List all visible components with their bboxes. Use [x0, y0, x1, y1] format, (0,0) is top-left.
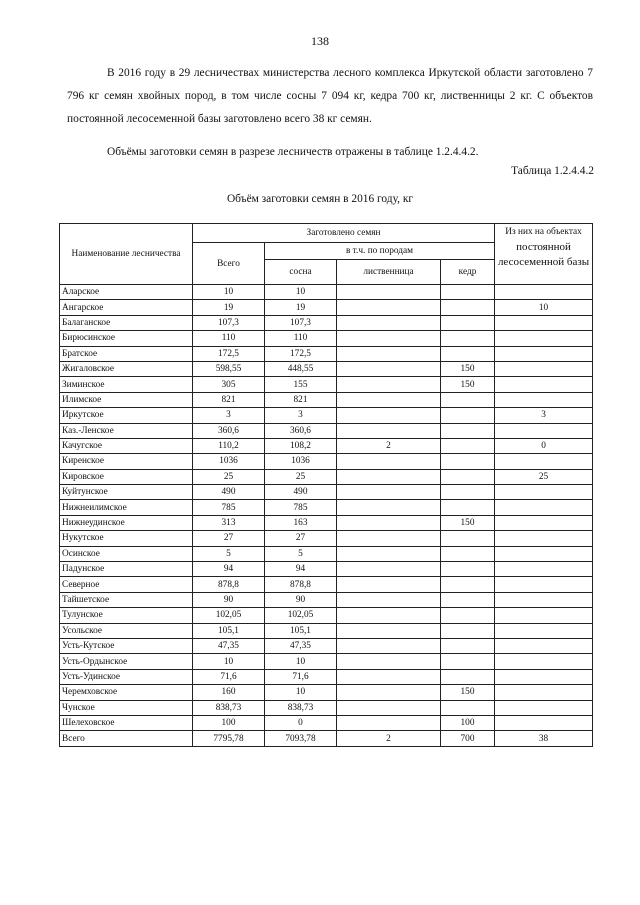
cell-cedar — [441, 438, 495, 453]
cell-cedar — [441, 485, 495, 500]
table-row — [60, 715, 593, 730]
cell-pine: 821 — [265, 392, 337, 407]
header-base-line2: постоянной лесосеменной базы — [497, 241, 590, 268]
cell-pine: 7093,78 — [265, 731, 337, 746]
cell-base — [495, 592, 593, 607]
table-row — [60, 546, 593, 561]
cell-larch — [337, 669, 441, 684]
cell-cedar: 150 — [441, 377, 495, 392]
cell-cedar: 700 — [441, 731, 495, 746]
table-row — [60, 685, 593, 700]
cell-cedar — [441, 423, 495, 438]
cell-total: 360,6 — [193, 423, 265, 438]
cell-larch — [337, 392, 441, 407]
header-base-line1: Из них на объектах — [505, 227, 582, 237]
cell-base — [495, 346, 593, 361]
cell-larch — [337, 331, 441, 346]
cell-total: 47,35 — [193, 638, 265, 653]
cell-total: 838,73 — [193, 700, 265, 715]
cell-total: 71,6 — [193, 669, 265, 684]
cell-base — [495, 700, 593, 715]
cell-name: Куйтунское — [60, 485, 193, 500]
cell-cedar — [441, 577, 495, 592]
cell-base — [495, 669, 593, 684]
cell-pine: 448,55 — [265, 361, 337, 376]
cell-total: 490 — [193, 485, 265, 500]
cell-pine: 108,2 — [265, 438, 337, 453]
cell-total: 785 — [193, 500, 265, 515]
cell-pine: 10 — [265, 685, 337, 700]
cell-total: 878,8 — [193, 577, 265, 592]
cell-name: Усть-Кутское — [60, 638, 193, 653]
cell-total: 1036 — [193, 454, 265, 469]
cell-name: Киренское — [60, 454, 193, 469]
cell-base — [495, 315, 593, 330]
cell-cedar: 100 — [441, 715, 495, 730]
cell-total: 160 — [193, 685, 265, 700]
cell-pine: 172,5 — [265, 346, 337, 361]
table-row — [60, 500, 593, 515]
cell-total: 100 — [193, 715, 265, 730]
cell-pine: 0 — [265, 715, 337, 730]
cell-pine: 19 — [265, 300, 337, 315]
table-row — [60, 346, 593, 361]
cell-cedar — [441, 608, 495, 623]
header-cedar: кедр — [441, 260, 495, 285]
header-by-species: в т.ч. по породам — [265, 243, 495, 260]
cell-larch — [337, 654, 441, 669]
cell-name: Чунское — [60, 700, 193, 715]
cell-total: 313 — [193, 515, 265, 530]
table-row — [60, 408, 593, 423]
reference-paragraph: Объёмы заготовки семян в разрезе лесничеств отражены в таблице 1.2.4.4.2. — [107, 146, 479, 158]
cell-base — [495, 654, 593, 669]
table-row — [60, 315, 593, 330]
cell-cedar — [441, 500, 495, 515]
cell-name: Кировское — [60, 469, 193, 484]
cell-name: Илимское — [60, 392, 193, 407]
page-number: 138 — [311, 34, 329, 48]
cell-base — [495, 638, 593, 653]
cell-name: Балаганское — [60, 315, 193, 330]
table-row — [60, 562, 593, 577]
cell-name: Усольское — [60, 623, 193, 638]
cell-total: 10 — [193, 285, 265, 300]
table-row — [60, 669, 593, 684]
cell-pine: 163 — [265, 515, 337, 530]
cell-larch — [337, 638, 441, 653]
cell-name: Северное — [60, 577, 193, 592]
cell-pine: 105,1 — [265, 623, 337, 638]
table-row — [60, 392, 593, 407]
table-row — [60, 285, 593, 300]
cell-pine: 3 — [265, 408, 337, 423]
cell-name: Всего — [60, 731, 193, 746]
table-row — [60, 469, 593, 484]
cell-base — [495, 485, 593, 500]
cell-name: Тулунское — [60, 608, 193, 623]
cell-cedar — [441, 331, 495, 346]
cell-base — [495, 531, 593, 546]
seed-harvest-table — [59, 223, 593, 747]
cell-larch — [337, 377, 441, 392]
cell-base: 3 — [495, 408, 593, 423]
cell-name: Нукутское — [60, 531, 193, 546]
cell-base — [495, 715, 593, 730]
header-base — [495, 224, 593, 285]
cell-larch — [337, 315, 441, 330]
cell-base: 25 — [495, 469, 593, 484]
cell-base — [495, 685, 593, 700]
cell-cedar — [441, 315, 495, 330]
cell-larch — [337, 562, 441, 577]
cell-pine: 10 — [265, 654, 337, 669]
cell-name: Нижнеудинское — [60, 515, 193, 530]
cell-cedar — [441, 300, 495, 315]
cell-total: 5 — [193, 546, 265, 561]
cell-larch — [337, 623, 441, 638]
cell-pine: 878,8 — [265, 577, 337, 592]
cell-name: Ангарское — [60, 300, 193, 315]
cell-larch — [337, 531, 441, 546]
cell-pine: 785 — [265, 500, 337, 515]
cell-total: 10 — [193, 654, 265, 669]
header-total: Всего — [193, 243, 265, 285]
cell-total: 821 — [193, 392, 265, 407]
table-row — [60, 485, 593, 500]
cell-total: 110,2 — [193, 438, 265, 453]
cell-total: 94 — [193, 562, 265, 577]
cell-base — [495, 285, 593, 300]
cell-pine: 1036 — [265, 454, 337, 469]
cell-larch — [337, 577, 441, 592]
cell-total: 107,3 — [193, 315, 265, 330]
cell-pine: 10 — [265, 285, 337, 300]
table-row — [60, 438, 593, 453]
cell-pine: 27 — [265, 531, 337, 546]
cell-cedar — [441, 285, 495, 300]
cell-name: Каз.-Ленское — [60, 423, 193, 438]
cell-larch — [337, 685, 441, 700]
header-harvested: Заготовлено семян — [193, 224, 495, 243]
cell-base — [495, 577, 593, 592]
cell-total: 305 — [193, 377, 265, 392]
cell-cedar — [441, 623, 495, 638]
table-row — [60, 608, 593, 623]
cell-base: 10 — [495, 300, 593, 315]
cell-cedar — [441, 408, 495, 423]
cell-larch — [337, 592, 441, 607]
cell-name: Усть-Удинское — [60, 669, 193, 684]
cell-cedar — [441, 546, 495, 561]
cell-name: Осинское — [60, 546, 193, 561]
cell-pine: 155 — [265, 377, 337, 392]
cell-pine: 90 — [265, 592, 337, 607]
cell-pine: 47,35 — [265, 638, 337, 653]
table-row — [60, 700, 593, 715]
cell-name: Братское — [60, 346, 193, 361]
cell-larch — [337, 546, 441, 561]
header-larch: лиственница — [337, 260, 441, 285]
cell-cedar: 150 — [441, 515, 495, 530]
cell-base: 0 — [495, 438, 593, 453]
table-row — [60, 361, 593, 376]
cell-pine: 71,6 — [265, 669, 337, 684]
cell-larch — [337, 715, 441, 730]
cell-name: Аларское — [60, 285, 193, 300]
cell-pine: 838,73 — [265, 700, 337, 715]
cell-larch — [337, 500, 441, 515]
cell-total: 7795,78 — [193, 731, 265, 746]
table-row — [60, 731, 593, 746]
table-row — [60, 638, 593, 653]
cell-larch — [337, 454, 441, 469]
cell-larch — [337, 285, 441, 300]
table-row — [60, 577, 593, 592]
cell-total: 110 — [193, 331, 265, 346]
cell-base — [495, 546, 593, 561]
cell-cedar — [441, 562, 495, 577]
table-row — [60, 377, 593, 392]
table-header — [60, 224, 593, 285]
table-row — [60, 454, 593, 469]
cell-larch — [337, 515, 441, 530]
cell-base — [495, 500, 593, 515]
cell-pine: 110 — [265, 331, 337, 346]
cell-larch — [337, 361, 441, 376]
cell-cedar — [441, 531, 495, 546]
table-row — [60, 300, 593, 315]
cell-larch: 2 — [337, 731, 441, 746]
table-row — [60, 331, 593, 346]
cell-base — [495, 377, 593, 392]
cell-pine: 102,05 — [265, 608, 337, 623]
cell-total: 172,5 — [193, 346, 265, 361]
cell-total: 25 — [193, 469, 265, 484]
cell-name: Иркутское — [60, 408, 193, 423]
cell-base: 38 — [495, 731, 593, 746]
table-label: Таблица 1.2.4.4.2 — [511, 165, 594, 177]
table-row — [60, 623, 593, 638]
cell-name: Качугское — [60, 438, 193, 453]
cell-total: 27 — [193, 531, 265, 546]
table-row — [60, 654, 593, 669]
cell-name: Черемховское — [60, 685, 193, 700]
cell-larch — [337, 485, 441, 500]
table-title: Объём заготовки семян в 2016 году, кг — [226, 193, 414, 205]
table-row — [60, 423, 593, 438]
cell-cedar — [441, 392, 495, 407]
cell-larch — [337, 346, 441, 361]
cell-cedar — [441, 669, 495, 684]
cell-cedar — [441, 654, 495, 669]
cell-name: Нижнеилимское — [60, 500, 193, 515]
cell-name: Тайшетское — [60, 592, 193, 607]
cell-cedar: 150 — [441, 685, 495, 700]
cell-pine: 5 — [265, 546, 337, 561]
cell-base — [495, 623, 593, 638]
header-name: Наименование лесничества — [60, 224, 193, 285]
cell-total: 19 — [193, 300, 265, 315]
cell-base — [495, 515, 593, 530]
table-row — [60, 515, 593, 530]
cell-larch: 2 — [337, 438, 441, 453]
cell-base — [495, 392, 593, 407]
cell-pine: 25 — [265, 469, 337, 484]
cell-cedar — [441, 638, 495, 653]
table-row — [60, 531, 593, 546]
cell-total: 102,05 — [193, 608, 265, 623]
cell-total: 598,55 — [193, 361, 265, 376]
cell-total: 3 — [193, 408, 265, 423]
cell-name: Усть-Ордынское — [60, 654, 193, 669]
cell-cedar — [441, 346, 495, 361]
cell-cedar — [441, 469, 495, 484]
cell-pine: 490 — [265, 485, 337, 500]
cell-larch — [337, 300, 441, 315]
table-row — [60, 592, 593, 607]
cell-larch — [337, 469, 441, 484]
cell-total: 105,1 — [193, 623, 265, 638]
cell-total: 90 — [193, 592, 265, 607]
cell-name: Жигаловское — [60, 361, 193, 376]
cell-pine: 107,3 — [265, 315, 337, 330]
cell-name: Шелеховское — [60, 715, 193, 730]
cell-name: Зиминское — [60, 377, 193, 392]
cell-cedar — [441, 700, 495, 715]
cell-larch — [337, 408, 441, 423]
cell-base — [495, 361, 593, 376]
cell-base — [495, 608, 593, 623]
cell-name: Бирюсинское — [60, 331, 193, 346]
cell-pine: 94 — [265, 562, 337, 577]
cell-larch — [337, 608, 441, 623]
cell-base — [495, 423, 593, 438]
cell-cedar — [441, 592, 495, 607]
cell-base — [495, 331, 593, 346]
cell-base — [495, 454, 593, 469]
header-pine: сосна — [265, 260, 337, 285]
cell-name: Падунское — [60, 562, 193, 577]
cell-cedar: 150 — [441, 361, 495, 376]
intro-paragraph: В 2016 году в 29 лесничествах министерства лесного комплекса Иркутской области заготовлено 7 796 кг семян хвойных пород, в том числе сосны 7 094 кг, кедра 700 кг, лиственницы 2 кг. С объектов постоянной лесосеменной базы заготовлено всего 38 кг семян. — [67, 67, 593, 125]
table-body — [60, 285, 593, 747]
cell-larch — [337, 700, 441, 715]
cell-base — [495, 562, 593, 577]
cell-larch — [337, 423, 441, 438]
cell-pine: 360,6 — [265, 423, 337, 438]
cell-cedar — [441, 454, 495, 469]
